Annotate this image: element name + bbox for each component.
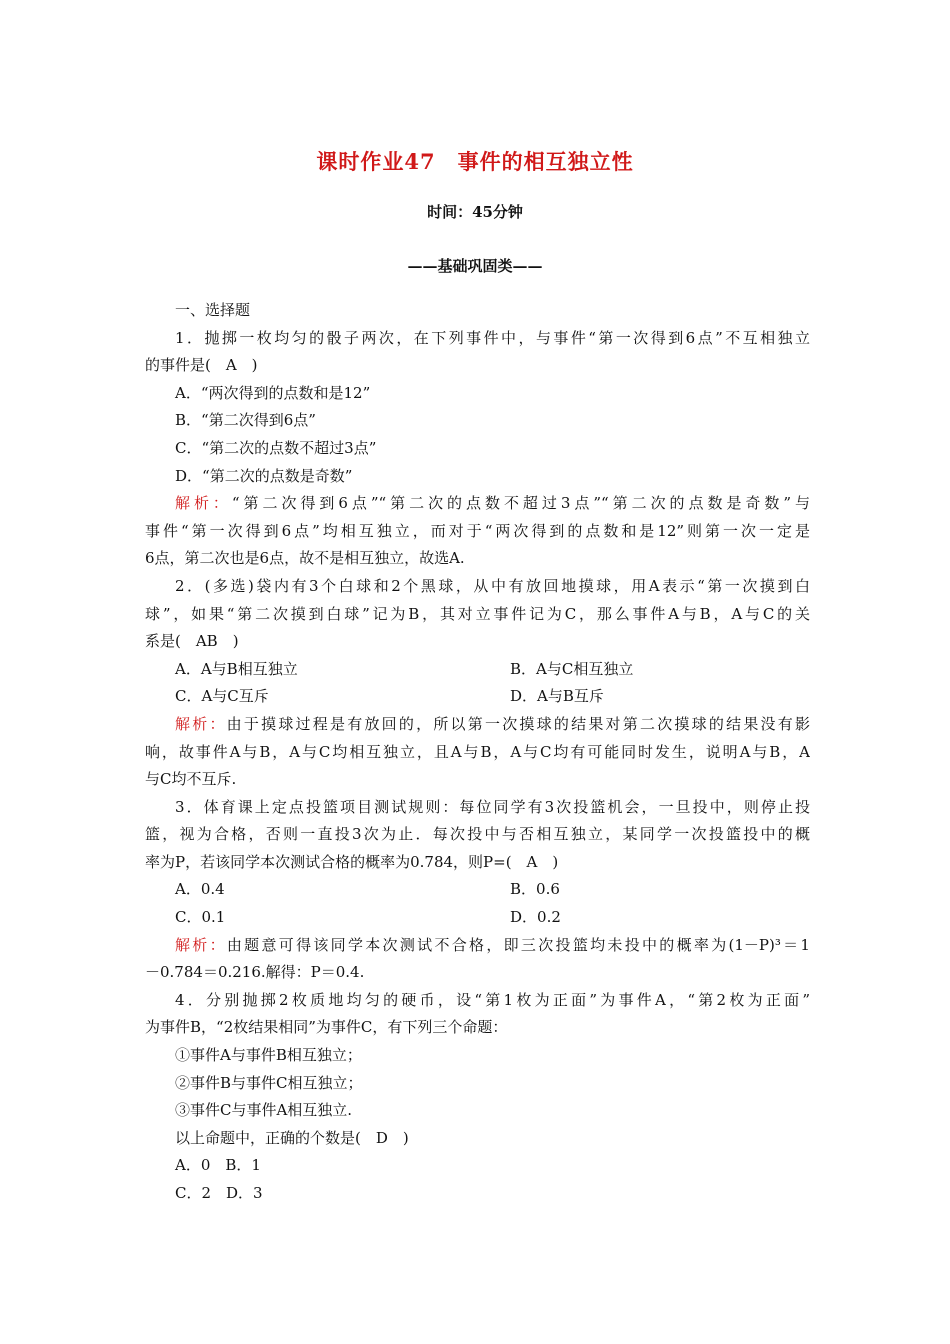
time-limit: 时间：45分钟 <box>427 203 523 221</box>
q3-stem-line3: 率为P，若该同学本次测试合格的概率为0.784，则P=( A ) <box>145 852 559 871</box>
q2-options-row2 <box>145 683 810 711</box>
q3-analysis-text1: 由题意可得该同学本次测试不合格，即三次投篮均未投中的概率为(1－P)³＝1 <box>226 935 810 954</box>
q4-prop-1: ①事件A与事件B相互独立； <box>175 1046 362 1065</box>
q2-analysis-line3: 与C均不互斥. <box>145 770 237 789</box>
q2-analysis-text1: 由于摸球过程是有放回的，所以第一次摸球的结果对第二次摸球的结果没有影 <box>226 714 810 733</box>
q1-stem-line1: 1．抛掷一枚均匀的骰子两次，在下列事件中，与事件“第一次得到6点”不互相独立 <box>175 328 810 347</box>
q1-option-b: B．“第二次得到6点” <box>175 411 316 430</box>
q1-option-a: A．“两次得到的点数和是12” <box>175 383 371 402</box>
q1-analysis-line1 <box>145 490 810 518</box>
part-heading: 一、选择题 <box>175 301 251 319</box>
q2-options-row1 <box>145 656 810 684</box>
q2-analysis-line2: 响，故事件A与B，A与C均相互独立，且A与B，A与C均有可能同时发生，说明A与B，A <box>145 742 810 761</box>
q1-analysis-line2: 事件“第一次得到6点”均相互独立，而对于“两次得到的点数和是12”则第一次一定是 <box>145 521 810 540</box>
q4-ask: 以上命题中，正确的个数是( D ) <box>175 1128 409 1147</box>
q2-stem-line2: 球”，如果“第二次摸到白球”记为B，其对立事件记为C，那么事件A与B，A与C的关 <box>145 604 810 623</box>
q1-option-d: D．“第二次的点数是奇数” <box>175 466 353 485</box>
q1-analysis-text1: “第二次得到6点”“第二次的点数不超过3点”“第二次的点数是奇数”与 <box>231 494 810 513</box>
q3-option-a: A．0.4 <box>175 880 225 899</box>
question-body <box>145 297 810 1208</box>
page-title <box>0 146 950 176</box>
section-heading: ——基础巩固类—— <box>407 257 543 275</box>
q2-option-d: D．A与B互斥 <box>510 687 604 706</box>
q3-option-d: D．0.2 <box>510 908 561 927</box>
q3-analysis-line2: －0.784＝0.216.解得：P＝0.4. <box>145 963 365 982</box>
q2-analysis-line1 <box>145 711 810 739</box>
q2-option-c: C．A与C互斥 <box>175 687 269 706</box>
q2-stem-line1: 2．(多选)袋内有3个白球和2个黑球，从中有放回地摸球，用A表示“第一次摸到白 <box>175 576 810 595</box>
q3-stem-line1: 3．体育课上定点投篮项目测试规则：每位同学有3次投篮机会，一旦投中，则停止投 <box>175 797 810 816</box>
q2-option-a: A．A与B相互独立 <box>175 659 298 678</box>
q3-option-c: C．0.1 <box>175 908 226 927</box>
q4-prop-3: ③事件C与事件A相互独立. <box>175 1101 353 1120</box>
q4-prop-2: ②事件B与事件C相互独立； <box>175 1073 363 1092</box>
q4-options-row1: A．0 B．1 <box>175 1156 261 1175</box>
title-topic: 事件的相互独立性 <box>457 149 634 174</box>
q2-stem-line3: 系是( AB ) <box>145 632 239 651</box>
q3-options-row1 <box>145 876 810 904</box>
q3-options-row2 <box>145 904 810 932</box>
q3-analysis-line1 <box>145 932 810 960</box>
q4-options-row2: C．2 D．3 <box>175 1184 263 1202</box>
q3-stem-line2: 篮，视为合格，否则一直投3次为止．每次投中与否相互独立，某同学一次投篮投中的概 <box>145 825 810 844</box>
q4-stem-line2: 为事件B，“2枚结果相同”为事件C，有下列三个命题： <box>145 1018 508 1037</box>
q2-option-b: B．A与C相互独立 <box>510 659 634 678</box>
analysis-label: 解析： <box>175 935 227 954</box>
analysis-label: 解析： <box>175 494 232 513</box>
q4-stem-line1: 4．分别抛掷2枚质地均匀的硬币，设“第1枚为正面”为事件A，“第2枚为正面” <box>175 990 810 1009</box>
q1-option-c: C．“第二次的点数不超过3点” <box>175 438 377 457</box>
q3-option-b: B．0.6 <box>510 880 560 899</box>
q1-stem-line2: 的事件是( A ) <box>145 356 258 375</box>
q1-analysis-line3: 6点，第二次也是6点，故不是相互独立，故选A. <box>145 549 465 568</box>
analysis-label: 解析： <box>175 714 227 733</box>
title-number: 课时作业47 <box>316 149 436 174</box>
